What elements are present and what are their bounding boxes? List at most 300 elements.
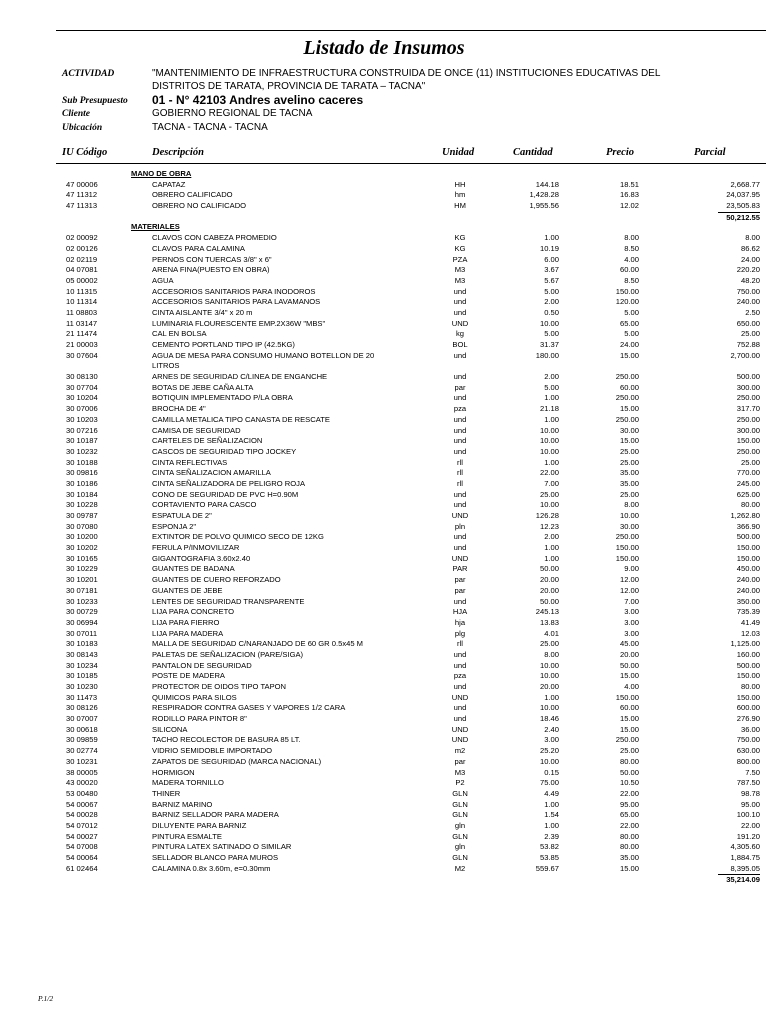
cell-quantity: 25.20	[539, 746, 559, 756]
table-row	[0, 607, 768, 618]
cell-code: 30 08130	[66, 372, 98, 382]
cell-description: MALLA DE SEGURIDAD C/NARANJADO DE 60 GR 0.5x45 M	[152, 639, 363, 649]
cell-price: 35.00	[619, 853, 639, 862]
cell-description: RODILLO PARA PINTOR 8"	[152, 714, 247, 724]
cell-description: MANO DE OBRA	[131, 169, 192, 178]
cell-price: 150.00	[615, 543, 639, 553]
header-code: IU Código	[62, 147, 108, 158]
cell-code: 30 10203	[66, 414, 98, 424]
cell-description: LUMINARIA FLOURESCENTE EMP.2X36W "MBS"	[152, 318, 326, 328]
header-partial: Parcial	[694, 147, 726, 158]
table-row	[0, 522, 768, 533]
cell-partial: 1,884.75	[730, 853, 760, 862]
cell-quantity: 7.00	[544, 478, 559, 488]
cell-quantity: 10.00	[539, 756, 559, 766]
cell-code: 30 10187	[66, 436, 98, 446]
cell-unit: M2	[454, 863, 466, 873]
cell-description: CAPATAZ	[152, 179, 186, 189]
cell-price: 9.00	[624, 564, 639, 574]
cell-partial: 240.00	[736, 585, 760, 595]
cell-partial: 8,395.05	[730, 863, 760, 873]
cell-unit: und	[453, 532, 467, 542]
cell-unit: M3	[454, 265, 466, 275]
cell-unit: hm	[454, 190, 466, 200]
cell-unit: und	[453, 446, 467, 456]
actividad-line-1: "MANTENIMIENTO DE INFRAESTRUCTURA CONSTRUIDA DE ONCE (11) INSTITUCIONES EDUCATIVAS DEL	[152, 68, 661, 79]
cell-description: AGUA	[152, 275, 174, 285]
cell-unit: rll	[457, 468, 463, 478]
table-row	[0, 233, 768, 244]
cell-price: 15.00	[619, 724, 639, 734]
cell-quantity: 50.00	[539, 596, 559, 606]
cell-quantity: 50.00	[539, 564, 559, 574]
table-row	[0, 329, 768, 340]
cell-code: 30 07006	[66, 404, 98, 414]
cell-price: 24.00	[619, 340, 639, 349]
cell-partial: 770.00	[736, 468, 760, 478]
page-number: P.1/2	[38, 994, 54, 1003]
cell-code: 54 00028	[66, 810, 98, 820]
cell-quantity: 22.00	[539, 468, 559, 478]
cell-partial: 450.00	[736, 564, 760, 574]
table-row	[0, 479, 768, 490]
cell-quantity: 1.00	[544, 233, 559, 243]
table-row	[0, 255, 768, 266]
table-row	[0, 597, 768, 608]
cell-price: 10.00	[619, 511, 639, 520]
cell-code: 30 09859	[66, 735, 98, 745]
cell-price: 250.00	[615, 372, 639, 382]
cell-price: 35.00	[619, 468, 639, 478]
table-row	[0, 458, 768, 469]
cell-partial: 23,505.83	[726, 201, 760, 211]
cell-description: VIDRIO SEMIDOBLE IMPORTADO	[152, 746, 272, 756]
cell-description: GUANTES DE JEBE	[152, 585, 223, 595]
cell-price: 4.00	[624, 254, 639, 264]
cell-partial: 500.00	[736, 660, 760, 670]
cell-quantity: 0.15	[544, 767, 559, 777]
cell-partial: 150.00	[736, 436, 760, 446]
cell-partial: 366.90	[736, 521, 760, 531]
table-row	[0, 500, 768, 511]
cell-code: 30 09787	[66, 511, 98, 520]
cell-price: 15.00	[619, 714, 639, 724]
cell-code: 30 10183	[66, 639, 98, 649]
cell-price: 3.00	[624, 628, 639, 638]
cell-quantity: 10.00	[539, 703, 559, 713]
cell-description: ARENA FINA(PUESTO EN OBRA)	[152, 265, 270, 275]
cell-price: 30.00	[619, 521, 639, 531]
cell-description: HORMIGON	[152, 767, 195, 777]
cell-unit: und	[453, 414, 467, 424]
cell-quantity: 6.00	[544, 254, 559, 264]
cell-partial: 35,214.09	[718, 874, 760, 886]
cell-quantity: 13.83	[539, 617, 559, 627]
cell-description: QUIMICOS PARA SILOS	[152, 692, 237, 702]
cell-description: BARNIZ MARINO	[152, 799, 213, 809]
actividad-line-2: DISTRITOS DE TARATA, PROVINCIA DE TARATA – TACNA"	[152, 81, 426, 92]
cell-price: 45.00	[619, 639, 639, 649]
table-row	[0, 778, 768, 789]
cell-code: 30 02774	[66, 746, 98, 756]
cell-description: BOTAS DE JEBE CAÑA ALTA	[152, 382, 254, 392]
cell-quantity: 3.67	[544, 265, 559, 275]
cell-code: 10 11315	[66, 286, 98, 296]
table-row	[0, 351, 768, 362]
cell-price: 22.00	[619, 820, 639, 830]
cell-description: ACCESORIOS SANITARIOS PARA LAVAMANOS	[152, 297, 321, 307]
cell-unit: und	[453, 660, 467, 670]
header-price: Precio	[606, 147, 634, 158]
cell-code: 61 02464	[66, 863, 98, 873]
cell-quantity: 5.00	[544, 286, 559, 296]
cell-partial: 800.00	[736, 756, 760, 766]
cell-code: 43 00020	[66, 778, 98, 788]
cell-code: 11 08803	[66, 307, 98, 317]
cell-unit: und	[453, 286, 467, 296]
cell-description: GUANTES DE BADANA	[152, 564, 235, 574]
table-row	[0, 372, 768, 383]
cell-partial: 2.50	[745, 307, 760, 317]
cell-partial: 50,212.55	[718, 212, 760, 224]
cell-description: RESPIRADOR CONTRA GASES Y VAPORES 1/2 CARA	[152, 703, 346, 713]
table-row	[0, 629, 768, 640]
cell-code: 30 07604	[66, 350, 98, 360]
cell-partial: 245.00	[736, 478, 760, 488]
cell-description: THINER	[152, 788, 181, 798]
cell-code: 30 00618	[66, 724, 98, 734]
cell-description: ESPONJA 2"	[152, 521, 197, 531]
cell-description: CAMISA DE SEGURIDAD	[152, 425, 241, 435]
cell-quantity: 75.00	[539, 778, 559, 788]
cell-price: 80.00	[619, 842, 639, 852]
cell-partial: 2,700.00	[730, 350, 760, 360]
table-row	[0, 832, 768, 843]
cell-price: 250.00	[615, 414, 639, 424]
cell-code: 30 07181	[66, 585, 98, 595]
cell-description: PINTURA ESMALTE	[152, 831, 222, 841]
table-row	[0, 404, 768, 415]
cell-price: 15.00	[619, 863, 639, 873]
cell-code: 30 09816	[66, 468, 98, 478]
cell-price: 60.00	[619, 703, 639, 713]
cell-quantity: 559.67	[535, 863, 559, 873]
table-row	[0, 447, 768, 458]
cell-quantity: 10.00	[539, 436, 559, 446]
cell-quantity: 25.00	[539, 489, 559, 499]
table-row	[0, 757, 768, 768]
table-row	[0, 800, 768, 811]
cell-partial: 250.00	[736, 414, 760, 424]
table-row	[0, 426, 768, 437]
cell-unit: par	[454, 585, 466, 595]
cell-code: 30 10231	[66, 756, 98, 766]
table-row	[0, 714, 768, 725]
cell-price: 12.00	[619, 575, 639, 585]
cell-unit: PAR	[452, 564, 468, 574]
cell-partial: 25.00	[740, 329, 760, 339]
cell-description: CASCOS DE SEGURIDAD TIPO JOCKEY	[152, 446, 297, 456]
cell-partial: 1,262.80	[730, 511, 760, 520]
cell-price: 250.00	[615, 735, 639, 745]
cell-unit: M3	[454, 767, 466, 777]
cell-code: 30 10229	[66, 564, 98, 574]
cell-code: 21 11474	[66, 329, 98, 339]
table-row	[0, 532, 768, 543]
cell-code: 30 07704	[66, 382, 98, 392]
cell-price: 150.00	[615, 286, 639, 296]
cell-quantity: 20.00	[539, 682, 559, 691]
table-row	[0, 575, 768, 586]
cell-quantity: 4.01	[544, 628, 559, 638]
cell-description: PROTECTOR DE OIDOS TIPO TAPON	[152, 682, 287, 691]
cell-price: 15.00	[619, 671, 639, 681]
subpresupuesto-label: Sub Presupuesto	[62, 96, 128, 106]
cell-description: ARNES DE SEGURIDAD C/LINEA DE ENGANCHE	[152, 372, 328, 382]
cell-unit: par	[454, 575, 466, 585]
cell-code: 30 10200	[66, 532, 98, 542]
cell-partial: 86.62	[740, 243, 760, 253]
cell-price: 80.00	[619, 756, 639, 766]
cell-description: CAL EN BOLSA	[152, 329, 207, 339]
cell-unit: und	[453, 297, 467, 307]
cell-quantity: 1.00	[544, 820, 559, 830]
cell-description: GIGANTOGRAFIA 3.60x2.40	[152, 553, 251, 563]
cell-partial: 48.20	[740, 275, 760, 285]
cell-unit: pza	[453, 671, 467, 681]
section-heading	[0, 169, 768, 180]
table-row	[0, 671, 768, 682]
cell-partial: 12.03	[740, 628, 760, 638]
cell-code: 21 00003	[66, 340, 98, 349]
cell-partial: 240.00	[736, 297, 760, 307]
ubicacion-value: TACNA - TACNA - TACNA	[152, 122, 268, 133]
table-row	[0, 725, 768, 736]
top-rule	[56, 30, 766, 31]
cell-price: 5.00	[624, 329, 639, 339]
cell-quantity: 1.00	[544, 457, 559, 467]
cell-quantity: 21.18	[539, 404, 559, 414]
cell-code: 38 00005	[66, 767, 98, 777]
cell-description: OBRERO NO CALIFICADO	[152, 201, 247, 211]
cell-quantity: 1.00	[544, 553, 559, 563]
cell-unit: gln	[454, 842, 466, 852]
cell-price: 80.00	[619, 831, 639, 841]
cell-description: CEMENTO PORTLAND TIPO IP (42.5KG)	[152, 340, 295, 349]
cell-unit: pln	[454, 521, 466, 531]
cell-code: 02 02119	[66, 254, 98, 264]
cell-quantity: 12.23	[539, 521, 559, 531]
actividad-label: ACTIVIDAD	[62, 69, 115, 79]
cell-partial: 80.00	[740, 500, 760, 510]
cell-code: 30 08143	[66, 649, 98, 659]
cell-unit: und	[453, 596, 467, 606]
cell-partial: 276.90	[736, 714, 760, 724]
cell-unit: m2	[454, 746, 466, 756]
cell-code: 30 07216	[66, 425, 98, 435]
cell-price: 18.51	[619, 179, 639, 189]
cell-description: CLAVOS CON CABEZA PROMEDIO	[152, 233, 277, 243]
cell-partial: 160.00	[736, 649, 760, 659]
cell-code: 30 10202	[66, 543, 98, 553]
cell-unit: GLN	[452, 788, 468, 798]
cell-code: 47 00006	[66, 179, 98, 189]
cell-price: 22.00	[619, 788, 639, 798]
cell-description: CAMILLA METALICA TIPO CANASTA DE RESCATE	[152, 414, 330, 424]
cell-code: 30 11473	[66, 692, 98, 702]
cell-price: 95.00	[619, 799, 639, 809]
cell-partial: 300.00	[736, 382, 760, 392]
table-row	[0, 810, 768, 821]
cell-unit: KG	[454, 243, 466, 253]
cell-code: 54 00027	[66, 831, 98, 841]
cell-quantity: 10.00	[539, 318, 559, 328]
cell-description: BOTIQUIN IMPLEMENTADO P/LA OBRA	[152, 393, 293, 403]
table-row	[0, 693, 768, 704]
cell-quantity: 10.19	[539, 243, 559, 253]
cell-description: OBRERO CALIFICADO	[152, 190, 233, 200]
table-row	[0, 853, 768, 864]
table-row	[0, 201, 768, 212]
description-continuation	[0, 361, 768, 372]
cell-price: 25.00	[619, 446, 639, 456]
cell-unit: BOL	[452, 340, 468, 349]
cell-description: CORTAVIENTO PARA CASCO	[152, 500, 257, 510]
cell-quantity: 25.00	[539, 639, 559, 649]
table-row	[0, 319, 768, 330]
cell-partial: 250.00	[736, 393, 760, 403]
cell-description: MADERA TORNILLO	[152, 778, 224, 788]
cell-price: 65.00	[619, 318, 639, 328]
cell-description: CALAMINA 0.8x 3.60m, e=0.30mm	[152, 863, 271, 873]
cell-description: PERNOS CON TUERCAS 3/8" x 6"	[152, 254, 272, 264]
cell-code: 30 06994	[66, 617, 98, 627]
subtotal-row	[0, 212, 768, 223]
cell-description: LIJA PARA CONCRETO	[152, 607, 235, 617]
cell-unit: und	[453, 500, 467, 510]
cell-partial: 752.88	[736, 340, 760, 349]
cell-price: 250.00	[615, 393, 639, 403]
cell-description: LIJA PARA FIERRO	[152, 617, 220, 627]
cell-unit: UND	[451, 318, 469, 328]
cell-price: 150.00	[615, 692, 639, 702]
cell-code: 30 10234	[66, 660, 98, 670]
cell-partial: 150.00	[736, 543, 760, 553]
table-row	[0, 393, 768, 404]
cell-code: 54 00064	[66, 853, 98, 862]
table-row	[0, 308, 768, 319]
cell-quantity: 1.00	[544, 393, 559, 403]
cell-price: 25.00	[619, 489, 639, 499]
table-header	[0, 147, 768, 161]
cell-price: 7.00	[624, 596, 639, 606]
cell-price: 15.00	[619, 404, 639, 414]
table-row	[0, 842, 768, 853]
cell-price: 12.00	[619, 585, 639, 595]
cell-price: 25.00	[619, 457, 639, 467]
table-row	[0, 415, 768, 426]
cell-unit: und	[453, 393, 467, 403]
table-row	[0, 265, 768, 276]
cliente-label: Cliente	[62, 109, 90, 119]
header-unit: Unidad	[442, 147, 475, 158]
cell-description: AGUA DE MESA PARA CONSUMO HUMANO BOTELLON DE 20	[152, 350, 375, 360]
table-row	[0, 768, 768, 779]
cell-partial: 500.00	[736, 372, 760, 382]
cell-quantity: 20.00	[539, 575, 559, 585]
cell-price: 60.00	[619, 382, 639, 392]
cell-quantity: 18.46	[539, 714, 559, 724]
header-quantity: Cantidad	[513, 147, 553, 158]
subpresupuesto-value: 01 - N° 42103 Andres avelino caceres	[152, 93, 364, 107]
cell-partial: 2,668.77	[730, 179, 760, 189]
cell-partial: 191.20	[736, 831, 760, 841]
cell-unit: und	[453, 714, 467, 724]
cell-price: 35.00	[619, 478, 639, 488]
cell-unit: UND	[451, 553, 469, 563]
table-row	[0, 468, 768, 479]
cell-description: ZAPATOS DE SEGURIDAD (MARCA NACIONAL)	[152, 756, 322, 766]
cell-description: MATERIALES	[131, 222, 180, 232]
cell-partial: 650.00	[736, 318, 760, 328]
cell-price: 3.00	[624, 617, 639, 627]
cell-code: 30 10233	[66, 596, 98, 606]
cell-unit: und	[453, 307, 467, 317]
cell-price: 15.00	[619, 350, 639, 360]
cell-unit: rll	[457, 478, 463, 488]
cell-description: EXTINTOR DE POLVO QUIMICO SECO DE 12KG	[152, 532, 324, 542]
cell-quantity: 2.00	[544, 532, 559, 542]
cell-quantity: 2.00	[544, 372, 559, 382]
cell-description: LITROS	[152, 361, 180, 371]
cell-partial: 300.00	[736, 425, 760, 435]
cell-price: 8.00	[624, 233, 639, 243]
cell-price: 25.00	[619, 746, 639, 756]
cell-quantity: 245.13	[535, 607, 559, 617]
cell-partial: 100.10	[736, 810, 760, 820]
cell-code: 30 10185	[66, 671, 98, 681]
cell-quantity: 20.00	[539, 585, 559, 595]
cell-description: TACHO RECOLECTOR DE BASURA 85 LT.	[152, 735, 301, 745]
header-rule	[56, 163, 766, 164]
cell-unit: und	[453, 350, 467, 360]
cell-description: CONO DE SEGURIDAD DE PVC H=0.90M	[152, 489, 299, 499]
cell-price: 4.00	[624, 682, 639, 691]
cell-unit: GLN	[452, 799, 468, 809]
cell-partial: 98.78	[740, 788, 760, 798]
cell-description: DILUYENTE PARA BARNIZ	[152, 820, 247, 830]
table-row	[0, 682, 768, 693]
cell-unit: UND	[451, 724, 469, 734]
cell-code: 30 10204	[66, 393, 98, 403]
table-row	[0, 554, 768, 565]
table-body	[0, 169, 768, 885]
cell-unit: und	[453, 649, 467, 659]
cell-quantity: 5.00	[544, 382, 559, 392]
cell-quantity: 53.82	[539, 842, 559, 852]
cell-description: CARTELES DE SEÑALIZACION	[152, 436, 263, 446]
cell-partial: 7.50	[745, 767, 760, 777]
cell-unit: GLN	[452, 831, 468, 841]
cell-quantity: 10.00	[539, 500, 559, 510]
cell-description: CINTA REFLECTIVAS	[152, 457, 228, 467]
cell-description: ESPATULA DE 2"	[152, 511, 212, 520]
cell-partial: 750.00	[736, 735, 760, 745]
cell-partial: 240.00	[736, 575, 760, 585]
cell-unit: P2	[455, 778, 465, 788]
cell-quantity: 1.54	[544, 810, 559, 820]
cell-quantity: 31.37	[539, 340, 559, 349]
